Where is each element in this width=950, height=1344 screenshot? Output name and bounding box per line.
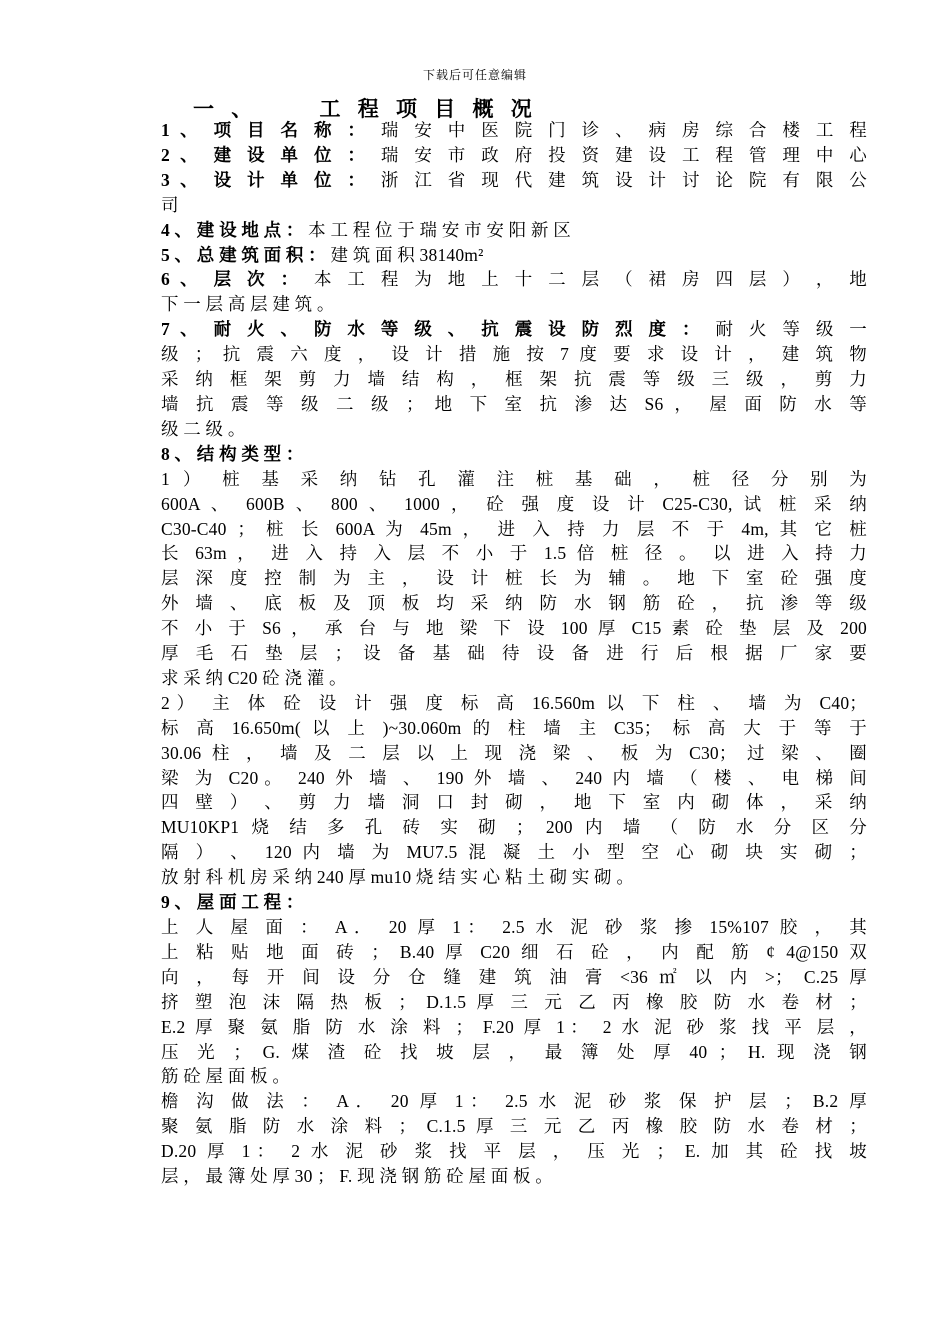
item-text: 向 ， 每 开 间 设 分 仓 缝 建 筑 油 膏 <36 ㎡ 以 内 >； C.25 厚 [161,966,867,987]
item-text: 瑞 安 市 政 府 投 资 建 设 工 程 管 理 中 心 [370,144,867,165]
text-line [161,442,867,467]
item-text: 聚 氨 脂 防 水 涂 料 ； C.1.5 厚 三 元 乙 丙 橡 胶 防 水 卷 材 ； [161,1116,867,1137]
item-text: 四 壁 ） 、 剪 力 墙 洞 口 封 砌 ， 地 下 室 内 砌 体 ， 采 纳 [161,792,867,813]
item-text: 筋 砼 屋 面 板 。 [161,1066,291,1087]
text-line [161,591,867,616]
text-line [161,317,867,342]
text-line [161,517,867,542]
text-line [161,1040,867,1065]
document-body [161,118,867,1189]
item-text: MU10KP1 烧 结 多 孔 砖 实 砌 ； 200 内 墙 （ 防 水 分 区 分 [161,817,867,838]
item-text: 浙 江 省 现 代 建 筑 设 计 讨 论 院 有 限 公 [370,169,867,190]
item-text: 级 二 级 。 [161,418,246,439]
item-text: 上 人 屋 面 ： A． 20 厚 1： 2.5 水 泥 砂 浆 掺 15%107 胶 ， 其 [161,917,867,937]
item-text: 瑞 安 中 医 院 门 诊 、 病 房 综 合 楼 工 程 [370,120,867,140]
item-text: 司 [161,194,179,215]
text-line [161,1015,867,1040]
item-text: 层 ， 最 簿 处 厚 30 ； F. 现 浇 钢 筋 砼 屋 面 板 。 [161,1166,553,1187]
item-label: 2 、 建 设 单 位 ： [161,144,371,165]
item-text: 600A 、 600B 、 800 、 1000 ， 砼 强 度 设 计 C25-C30, 试 桩 采 纳 [161,493,867,514]
item-text: 求 采 纳 C20 砼 浇 灌 。 [161,667,347,688]
text-line [161,168,867,193]
text-line [161,1089,867,1114]
item-label: 4 、 建 设 地 点 ： [161,219,304,240]
text-line [161,1139,867,1164]
section-number: 一 、 [193,97,259,121]
text-line [161,492,867,517]
text-line [161,342,867,367]
item-text: 梁 为 C20。 240 外 墙 、 190 外 墙 、 240 内 墙 （ 楼 、 电 梯 间 [161,767,867,788]
text-line [161,741,867,766]
item-label: 7 、 耐 火 、 防 水 等 级 、 抗 震 设 防 烈 度 ： [161,319,706,340]
text-line [161,840,867,865]
text-line [161,815,867,840]
text-line [161,566,867,591]
item-text: 檐 沟 做 法 ： A． 20 厚 1： 2.5 水 泥 砂 浆 保 护 层 ； B.2 厚 [161,1091,867,1112]
item-text: 上 粘 贴 地 面 砖 ； B.40 厚 C20 细 石 砼 ， 内 配 筋 ¢ 4@150 双 [161,941,867,962]
text-line [161,915,867,940]
item-text: 采 纳 框 架 剪 力 墙 结 构 ， 框 架 抗 震 等 级 三 级 ， 剪 力 [161,369,867,390]
item-text: 2） 主 体 砼 设 计 强 度 标 高 16.560m 以 下 柱 、 墙 为 C40； [161,692,867,713]
item-text: 隔 ） 、 120 内 墙 为 MU7.5 混 凝 土 小 型 空 心 砌 块 实 砌 ； [161,842,867,863]
text-line [161,890,867,915]
item-text: 标 高 16.650m( 以 上 )~30.060m 的 柱 墙 主 C35； 标 高 大 于 等 于 [161,717,867,738]
item-text: 放 射 科 机 房 采 纳 240 厚 mu10 烧 结 实 心 粘 土 砌 实 砌 。 [161,867,635,888]
text-line [161,267,867,292]
item-text: 本 工 程 为 地 上 十 二 层 （ 裙 房 四 层 ） ， 地 [303,269,867,290]
text-line [161,691,867,716]
text-line [161,392,867,417]
item-label: 1 、 项 目 名 称 ： [161,120,371,140]
header-note: 下载后可任意编辑 [422,68,527,82]
item-text: 压 光 ； G. 煤 渣 砼 找 坡 层 ， 最 簿 处 厚 40 ； H. 现 浇 钢 [161,1041,867,1062]
text-line [161,417,867,442]
item-label: 3 、 设 计 单 位 ： [161,169,371,190]
text-line [161,641,867,666]
item-text: 建 筑 面 积 38140m² [325,244,484,265]
text-line [161,1064,867,1089]
text-line [161,616,867,641]
text-line [161,367,867,392]
item-text: D.20 厚 1： 2 水 泥 砂 浆 找 平 层 ， 压 光 ； E. 加 其 砼 找 坡 [161,1141,867,1162]
item-text: 耐 火 等 级 一 [705,319,867,340]
item-text: 下 一 层 高 层 建 筑 。 [161,294,335,315]
item-text: 本 工 程 位 于 瑞 安 市 安 阳 新 区 [303,219,571,240]
text-line [161,541,867,566]
text-line [161,193,867,218]
item-text: C30-C40 ； 桩 长 600A 为 45m ， 进 入 持 力 层 不 于 4m, 其 它 桩 [161,518,867,539]
item-text: 长 63m ， 进 入 持 入 层 不 小 于 1.5 倍 桩 径 。 以 进 入 持 力 [161,543,867,564]
item-text: 墙 抗 震 等 级 二 级 ； 地 下 室 抗 渗 达 S6 ， 屋 面 防 水 等 [161,393,867,414]
item-text: 级 ； 抗 震 六 度 ， 设 计 措 施 按 7 度 要 求 设 计 ， 建 筑 物 [161,344,867,365]
item-text: 层 深 度 控 制 为 主 ， 设 计 桩 长 为 辅 。 地 下 室 砼 强 度 [161,568,867,589]
text-line [161,766,867,791]
text-line [161,865,867,890]
item-text: E.2 厚 聚 氨 脂 防 水 涂 料 ； F.20 厚 1： 2 水 泥 砂 浆 找 平 层 ， [161,1016,867,1037]
item-label: 8 、 结 构 类 型 ： [161,443,304,464]
text-line [161,965,867,990]
item-text: 外 墙 、 底 板 及 顶 板 均 采 纳 防 水 钢 筋 砼 ， 抗 渗 等 级 [161,593,867,614]
item-text: 30.06 柱 ， 墙 及 二 层 以 上 现 浇 梁 、 板 为 C30； 过 梁 、 圈 [161,742,867,763]
text-line [161,666,867,691]
item-label: 9 、 屋 面 工 程 ： [161,892,304,913]
text-line [161,118,867,143]
item-text: 1 ） 桩 基 采 纳 钻 孔 灌 注 桩 基 础 ， 桩 径 分 别 为 [161,468,867,489]
item-label: 5 、 总 建 筑 面 积 ： [161,244,326,265]
item-label: 6 、 层 次 ： [161,269,304,290]
text-line [161,218,867,243]
text-line [161,143,867,168]
text-line [161,1164,867,1189]
item-text: 挤 塑 泡 沫 隔 热 板 ； D.1.5 厚 三 元 乙 丙 橡 胶 防 水 卷 材 ； [161,991,867,1012]
text-line [161,790,867,815]
item-text: 厚 毛 石 垫 层 ； 设 备 基 础 待 设 备 进 行 后 根 据 厂 家 要 [161,643,867,664]
item-text: 不 小 于 S6 ， 承 台 与 地 梁 下 设 100 厚 C15 素 砼 垫 层 及 200 [161,618,867,639]
text-line [161,467,867,492]
text-line [161,990,867,1015]
text-line [161,292,867,317]
text-line [161,243,867,268]
text-line [161,716,867,741]
section-heading: 工 程 项 目 概 况 [319,97,538,121]
text-line [161,940,867,965]
text-line [161,1114,867,1139]
